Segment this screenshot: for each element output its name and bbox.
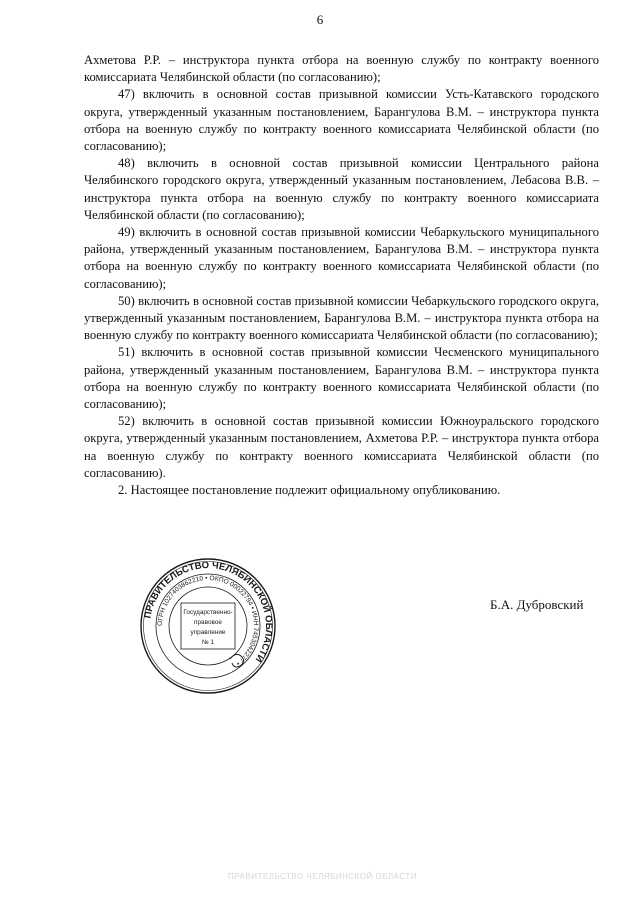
footer-watermark: ПРАВИТЕЛЬСТВО ЧЕЛЯБИНСКОЙ ОБЛАСТИ [228,872,417,881]
seal-middle-ring [156,574,260,678]
signatory-name: Б.А. Дубровский [490,597,584,612]
paragraph-item-52: 52) включить в основной состав призывной комиссии Южноуральского городского округа, утвержденный указанным постановлением, Ахметова Р.Р. – инструктора пункта отбора на военную службу по контракту военного комиссариата Челябинской области (по согласованию). [84,414,599,480]
seal-inner-text: ОГРН 1027403862210 • ОКПО 00022794 • ИНН 7453042277 • [156,574,260,667]
document-body [84,52,599,499]
paragraph-continuation: Ахметова Р.Р. – инструктора пункта отбора на военную службу по контракту военного комиссариата Челябинской области (по согласованию); [84,53,599,85]
paragraph-item-50: 50) включить в основной состав призывной комиссии Чебаркульского городского округа, утвержденный указанным постановлением, Барангулова В.М. – инструктора пункта отбора на военную службу по контракту военного комиссариата Челябинской области (по согласованию); [84,293,599,343]
seal-center-line-2: правовое [194,619,222,626]
paragraph-item-47: 47) включить в основной состав призывной комиссии Усть-Катавского городского округа, утвержденный указанным постановлением, Барангулова В.М. – инструктора пункта отбора на военную службу по контракту военного комиссариата Челябинской области (по согласованию); [84,87,599,154]
seal-center-line-3: управление [190,629,226,636]
seal-outer-text: ПРАВИТЕЛЬСТВО ЧЕЛЯБИНСКОЙ ОБЛАСТИ [142,559,275,665]
seal-center-line-1: Государственно- [183,609,233,616]
paragraph-section-2: 2. Настоящее постановление подлежит официальному опубликованию. [118,483,501,498]
seal-center-line-4: № 1 [201,639,215,646]
official-seal-stamp [138,556,278,696]
paragraph-item-51: 51) включить в основной состав призывной комиссии Чесменского муниципального района, утвержденный указанным постановлением, Барангулова В.М. – инструктора пункта отбора на военную службу по контракту военного комиссариата Челябинской области (по согласованию); [84,345,599,412]
page-number: 6 [316,12,324,27]
paragraph-item-49: 49) включить в основной состав призывной комиссии Чебаркульского муниципального района, утвержденный указанным постановлением, Барангулова В.М. – инструктора пункта отбора на военную службу по контракту военного комиссариата Челябинской области (по согласованию); [84,225,599,291]
paragraph-item-48: 48) включить в основной состав призывной комиссии Центрального района Челябинского городского округа, утвержденный указанным постановлением, Лебасова В.В. – инструктора пункта отбора на военную службу по контракту военного комиссариата Челябинской области (по согласованию); [84,156,599,222]
